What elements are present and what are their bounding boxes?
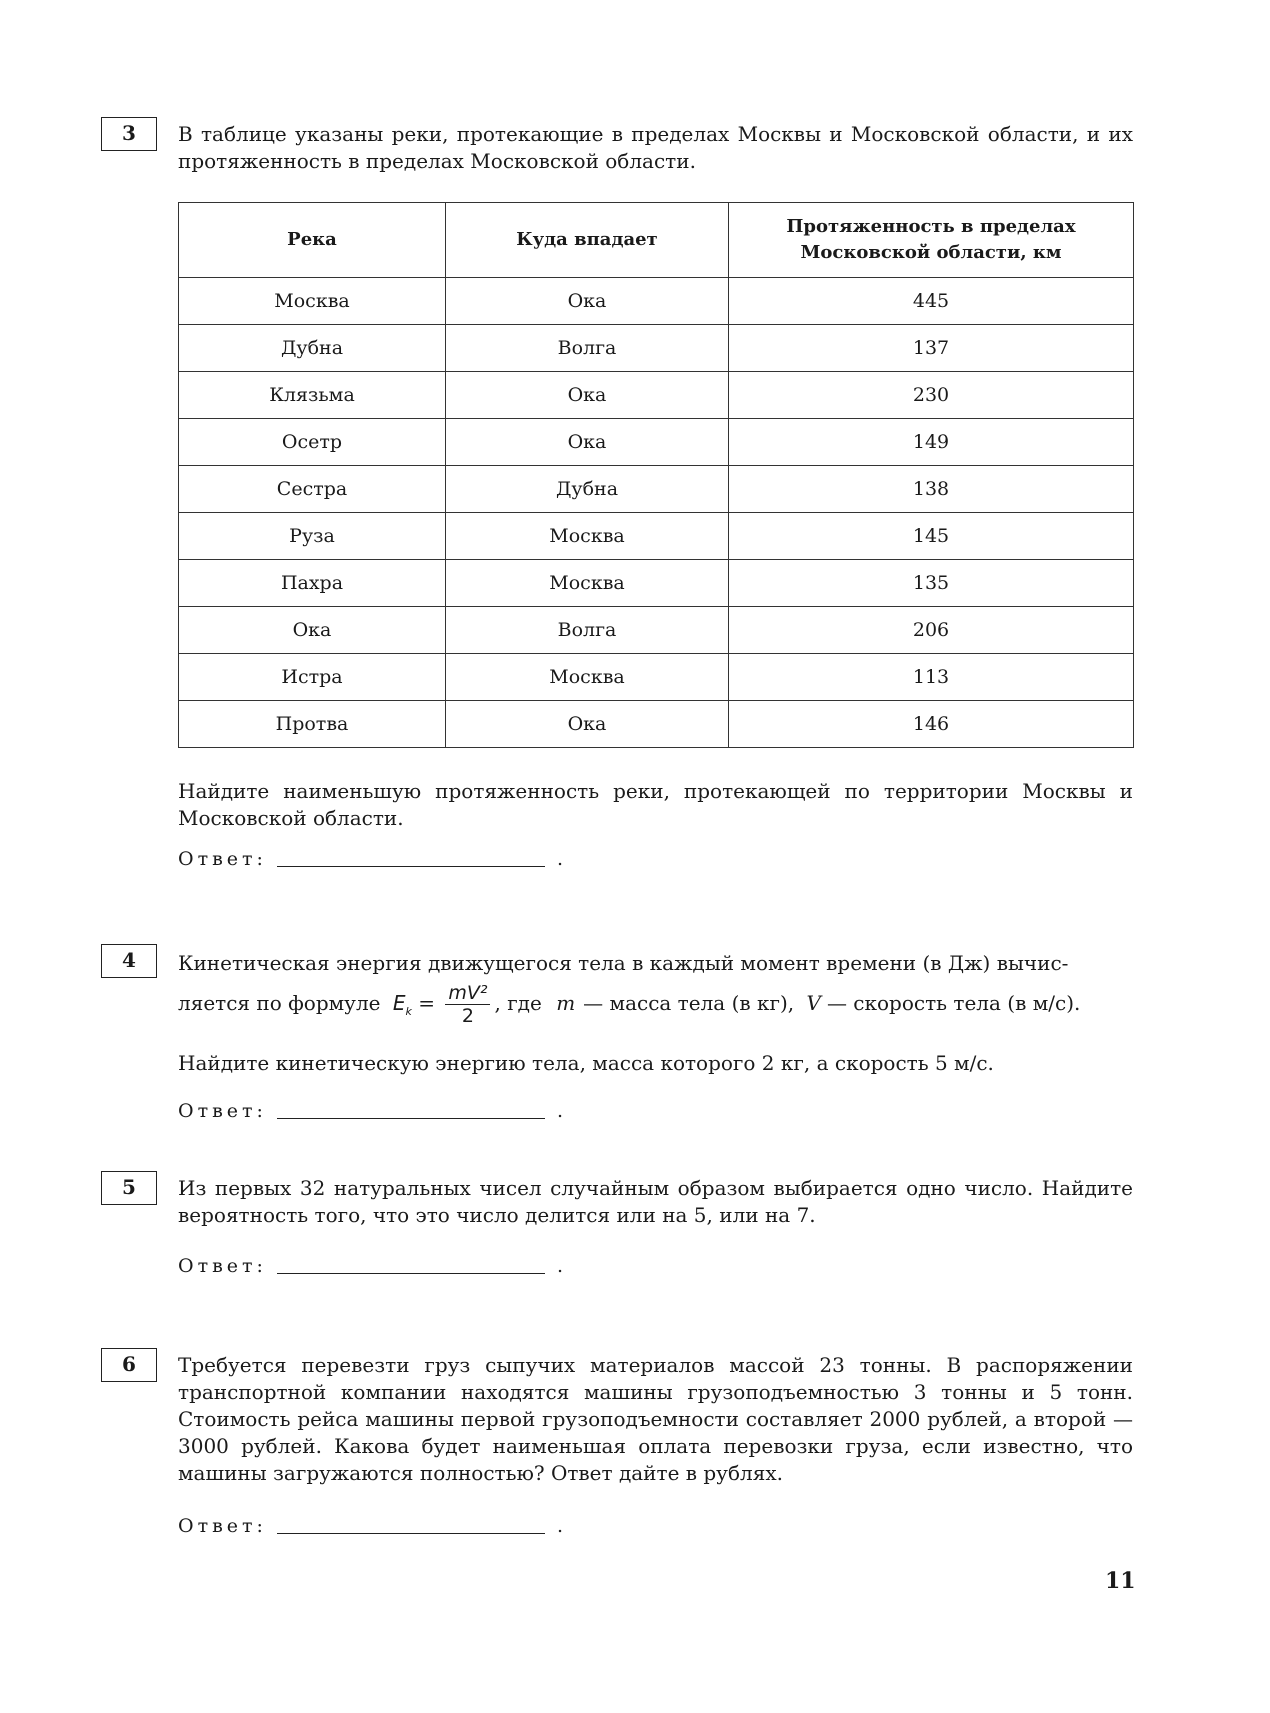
header-flows-into: Куда впадает [446, 203, 729, 278]
task-6-number: 6 [101, 1348, 157, 1382]
cell-length: 135 [729, 560, 1134, 607]
kinetic-energy-fraction: $\frac{\text{mV²}}{2}$ [445, 982, 490, 1027]
answer-input-line[interactable] [277, 848, 545, 867]
table-row [179, 607, 1134, 654]
cell-length: 138 [729, 466, 1134, 513]
rivers-table [178, 202, 1134, 748]
header-length: Протяженность в пределах Московской области, км [729, 203, 1134, 278]
task-6-text: Требуется перевезти груз сыпучих материалов массой 23 тонны. В распоряжении транспортной компании находятся машины грузоподъемностью 3 тонны и 5 тонн. Стоимость рейса машины первой грузоподъемности составляет 2000 рублей, а второй — 3000 рублей. Какова будет наименьшая оплата перевозки груза, если известно, что машины загружаются полностью? Ответ дайте в рублях. [178, 1353, 1133, 1485]
table-row [179, 513, 1134, 560]
cell-river: Сестра [179, 466, 446, 513]
cell-river: Дубна [179, 325, 446, 372]
cell-flows-into: Ока [446, 278, 729, 325]
cell-flows-into: Ока [446, 701, 729, 748]
table-header-row [179, 203, 1134, 278]
cell-length: 146 [729, 701, 1134, 748]
cell-flows-into: Москва [446, 654, 729, 701]
cell-length: 145 [729, 513, 1134, 560]
cell-river: Осетр [179, 419, 446, 466]
task-3-text: В таблице указаны реки, протекающие в пределах Москвы и Московской области, и их протяженность в пределах Московской области. [178, 122, 1133, 173]
cell-river: Москва [179, 278, 446, 325]
cell-flows-into: Волга [446, 325, 729, 372]
task-4-line2: ляется по формуле $E_k$ = $\frac{\text{mV²}}{2}$ , где m — масса тела (в кг), V — скорость тела (в м/с). [178, 982, 1081, 1027]
cell-length: 445 [729, 278, 1134, 325]
cell-length: 206 [729, 607, 1134, 654]
header-river: Река [179, 203, 446, 278]
task-5-answer: Ответ: . [178, 1255, 563, 1277]
cell-flows-into: Москва [446, 513, 729, 560]
task-3-question: Найдите наименьшую протяженность реки, протекающей по территории Москвы и Московской области. [178, 779, 1133, 830]
cell-flows-into: Волга [446, 607, 729, 654]
answer-input-line[interactable] [277, 1255, 545, 1274]
table-row [179, 419, 1134, 466]
formula-lhs: $E_k$ [392, 991, 412, 1018]
table-row [179, 372, 1134, 419]
cell-river: Клязьма [179, 372, 446, 419]
cell-flows-into: Москва [446, 560, 729, 607]
table-row [179, 466, 1134, 513]
task-3-answer: Ответ: . [178, 848, 563, 870]
cell-flows-into: Дубна [446, 466, 729, 513]
table-row [179, 654, 1134, 701]
cell-length: 113 [729, 654, 1134, 701]
cell-river: Истра [179, 654, 446, 701]
task-4-number: 4 [101, 944, 157, 978]
task-5-text: Из первых 32 натуральных чисел случайным образом выбирается одно число. Найдите вероятность того, что это число делится или на 5, или на 7. [178, 1176, 1133, 1227]
task-4-line3: Найдите кинетическую энергию тела, масса которого 2 кг, а скорость 5 м/с. [178, 1051, 994, 1075]
cell-river: Ока [179, 607, 446, 654]
page-number: 11 [1105, 1568, 1136, 1594]
table-row [179, 701, 1134, 748]
cell-flows-into: Ока [446, 372, 729, 419]
cell-flows-into: Ока [446, 419, 729, 466]
task-4-answer: Ответ: . [178, 1100, 563, 1122]
cell-length: 137 [729, 325, 1134, 372]
answer-input-line[interactable] [277, 1100, 545, 1119]
cell-river: Пахра [179, 560, 446, 607]
cell-length: 149 [729, 419, 1134, 466]
task-3-number: 3 [101, 117, 157, 151]
cell-river: Руза [179, 513, 446, 560]
cell-length: 230 [729, 372, 1134, 419]
task-5-number: 5 [101, 1171, 157, 1205]
task-6-answer: Ответ: . [178, 1515, 563, 1537]
task-4-line1: Кинетическая энергия движущегося тела в каждый момент времени (в Дж) вычис- [178, 951, 1069, 975]
cell-river: Протва [179, 701, 446, 748]
table-row [179, 560, 1134, 607]
table-row [179, 325, 1134, 372]
answer-input-line[interactable] [277, 1515, 545, 1534]
table-row [179, 278, 1134, 325]
